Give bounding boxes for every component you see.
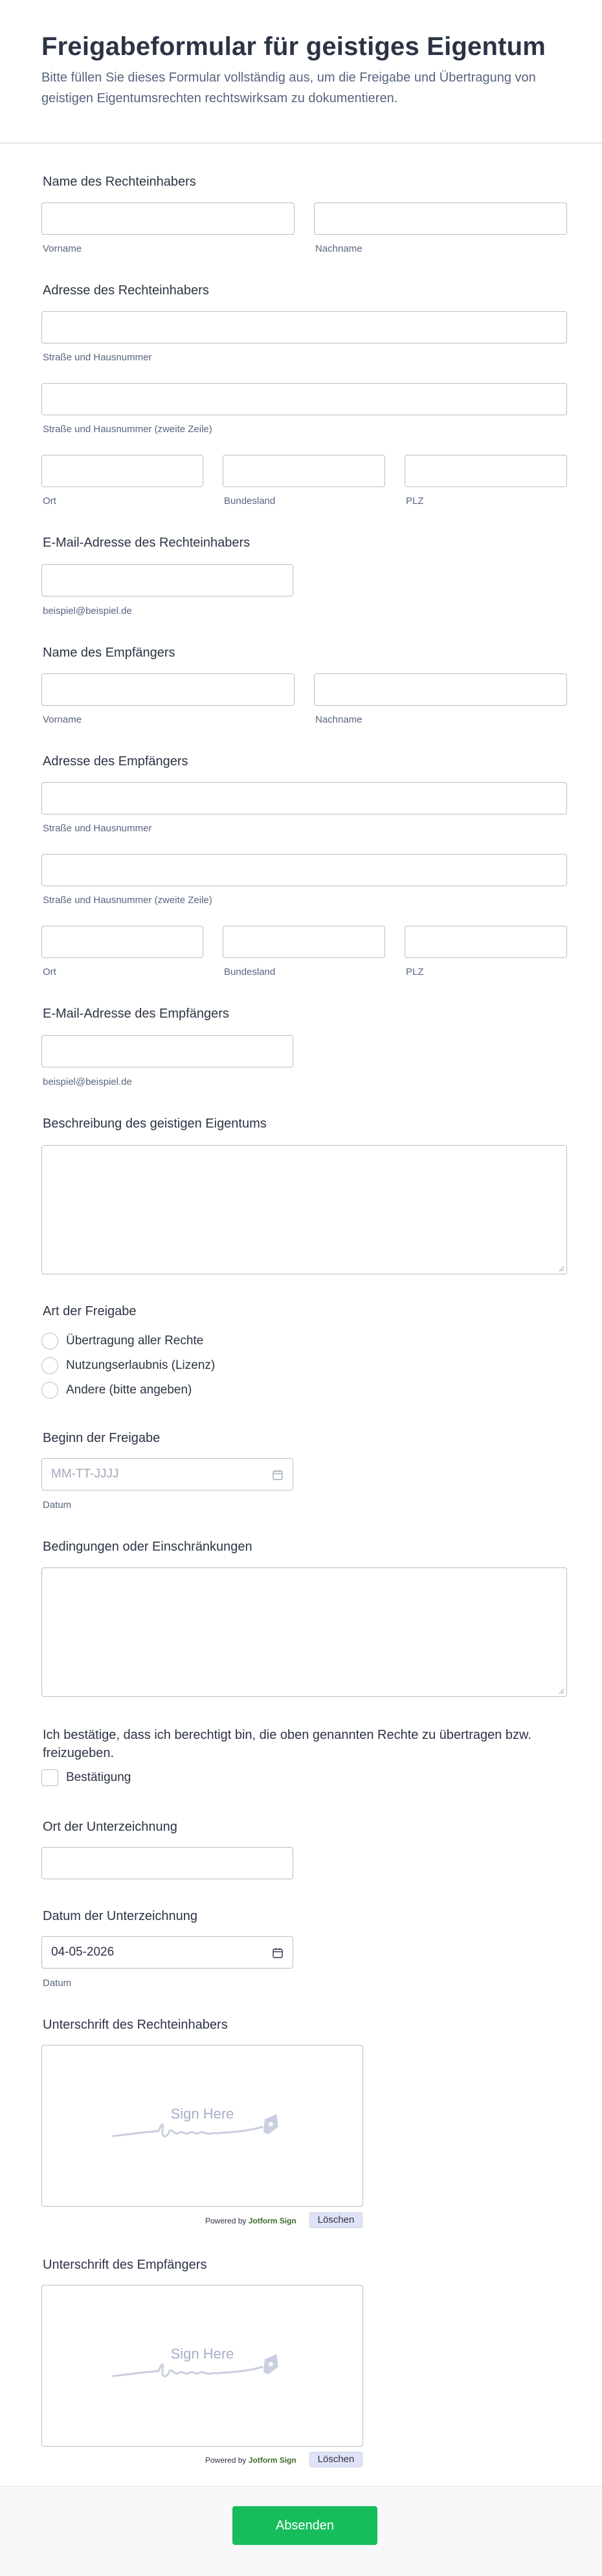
recipient-street-input[interactable] [41, 782, 567, 814]
signing-place-label: Ort der Unterzeichnung [43, 1820, 177, 1834]
ip-description-label: Beschreibung des geistigen Eigentums [43, 1117, 267, 1131]
date-value: 04-05-2026 [51, 1945, 115, 1959]
recipient-zip-input[interactable] [405, 926, 567, 958]
release-start-sublabel: Datum [43, 1500, 72, 1511]
holder-last-name-input[interactable] [314, 202, 567, 235]
powered-by-jotform-sign: Powered by Jotform Sign [205, 2456, 296, 2465]
sign-here-placeholder: Sign Here [170, 2346, 234, 2362]
recipient-name-label: Name des Empfängers [43, 646, 175, 660]
holder-name-label: Name des Rechteinhabers [43, 175, 196, 189]
form-title: Freigabeformular für geistiges Eigentum [41, 32, 546, 61]
release-type-option-transfer[interactable] [41, 1332, 203, 1350]
recipient-email-sublabel: beispiel@beispiel.de [43, 1076, 132, 1087]
pen-nib-icon [259, 2350, 284, 2377]
date-placeholder: MM-TT-JJJJ [51, 1467, 119, 1481]
sign-here-placeholder: Sign Here [170, 2106, 234, 2122]
holder-address-label: Adresse des Rechteinhabers [43, 283, 209, 298]
holder-state-input[interactable] [223, 455, 385, 487]
holder-street-input[interactable] [41, 311, 567, 344]
recipient-signature-clear-button[interactable]: Löschen [309, 2452, 362, 2467]
confirmation-checkbox[interactable] [41, 1769, 58, 1786]
holder-state-sublabel: Bundesland [224, 496, 276, 507]
holder-street-sublabel: Straße und Hausnummer [43, 352, 152, 363]
radio-button[interactable] [41, 1382, 58, 1399]
resize-grip-icon[interactable] [558, 1265, 564, 1272]
holder-signature-clear-button[interactable]: Löschen [309, 2212, 362, 2228]
recipient-first-name-input[interactable] [41, 673, 295, 706]
recipient-state-input[interactable] [223, 926, 385, 958]
signing-date-sublabel: Datum [43, 1978, 72, 1989]
holder-email-sublabel: beispiel@beispiel.de [43, 606, 132, 617]
radio-button[interactable] [41, 1333, 58, 1349]
conditions-textarea[interactable] [41, 1567, 567, 1697]
recipient-address-label: Adresse des Empfängers [43, 754, 188, 769]
powered-by-jotform-sign: Powered by Jotform Sign [205, 2216, 296, 2225]
holder-city-input[interactable] [41, 455, 203, 487]
recipient-zip-sublabel: PLZ [406, 966, 424, 977]
recipient-email-label: E-Mail-Adresse des Empfängers [43, 1007, 229, 1021]
holder-first-name-sublabel: Vorname [43, 243, 82, 254]
recipient-signature-pad[interactable] [41, 2285, 363, 2447]
recipient-last-name-sublabel: Nachname [315, 714, 362, 725]
radio-button[interactable] [41, 1357, 58, 1374]
recipient-city-input[interactable] [41, 926, 203, 958]
confirmation-label: Ich bestätige, dass ich berechtigt bin, die oben genannten Rechte zu übertragen bzw. freizugeben. [43, 1728, 531, 1760]
signature-scribble-icon [107, 2105, 301, 2150]
calendar-icon[interactable] [272, 1947, 284, 1959]
holder-last-name-sublabel: Nachname [315, 243, 362, 254]
recipient-email-input[interactable] [41, 1035, 293, 1067]
release-start-date-input[interactable] [41, 1458, 293, 1490]
form-header [0, 0, 602, 144]
holder-email-label: E-Mail-Adresse des Rechteinhabers [43, 536, 251, 550]
release-type-label: Art der Freigabe [43, 1304, 137, 1318]
signing-date-label: Datum der Unterzeichnung [43, 1909, 198, 1923]
confirmation-checkbox-label: Bestätigung [66, 1771, 131, 1784]
recipient-first-name-sublabel: Vorname [43, 714, 82, 725]
signing-place-input[interactable] [41, 1847, 293, 1879]
recipient-city-sublabel: Ort [43, 966, 56, 977]
release-type-option-license[interactable] [41, 1357, 215, 1375]
radio-label: Nutzungserlaubnis (Lizenz) [66, 1359, 216, 1372]
recipient-street2-sublabel: Straße und Hausnummer (zweite Zeile) [43, 895, 212, 906]
radio-label: Andere (bitte angeben) [66, 1383, 192, 1397]
pen-nib-icon [259, 2110, 284, 2137]
ip-description-textarea[interactable] [41, 1145, 567, 1274]
holder-zip-sublabel: PLZ [406, 496, 424, 507]
holder-street2-input[interactable] [41, 383, 567, 415]
release-type-option-other[interactable] [41, 1381, 192, 1399]
radio-label: Übertragung aller Rechte [66, 1334, 204, 1348]
recipient-state-sublabel: Bundesland [224, 966, 276, 977]
conditions-label: Bedingungen oder Einschränkungen [43, 1540, 252, 1554]
resize-grip-icon[interactable] [558, 1688, 564, 1694]
recipient-signature-label: Unterschrift des Empfängers [43, 2258, 207, 2272]
holder-signature-pad[interactable] [41, 2045, 363, 2207]
form-description: Bitte füllen Sie dieses Formular vollständig aus, um die Freigabe und Übertragung von geistigen Eigentumsrechten rechtswirksam zu dokumentieren. [41, 71, 536, 105]
holder-city-sublabel: Ort [43, 496, 56, 507]
recipient-last-name-input[interactable] [314, 673, 567, 706]
signature-scribble-icon [107, 2345, 301, 2390]
holder-signature-label: Unterschrift des Rechteinhabers [43, 2018, 228, 2032]
submit-button[interactable]: Absenden [232, 2506, 377, 2545]
holder-street2-sublabel: Straße und Hausnummer (zweite Zeile) [43, 424, 212, 435]
calendar-icon[interactable] [272, 1469, 284, 1481]
recipient-street-sublabel: Straße und Hausnummer [43, 823, 152, 834]
holder-first-name-input[interactable] [41, 202, 295, 235]
signing-date-input[interactable] [41, 1936, 293, 1969]
release-start-label: Beginn der Freigabe [43, 1431, 161, 1445]
holder-zip-input[interactable] [405, 455, 567, 487]
recipient-street2-input[interactable] [41, 854, 567, 886]
holder-email-input[interactable] [41, 564, 293, 596]
